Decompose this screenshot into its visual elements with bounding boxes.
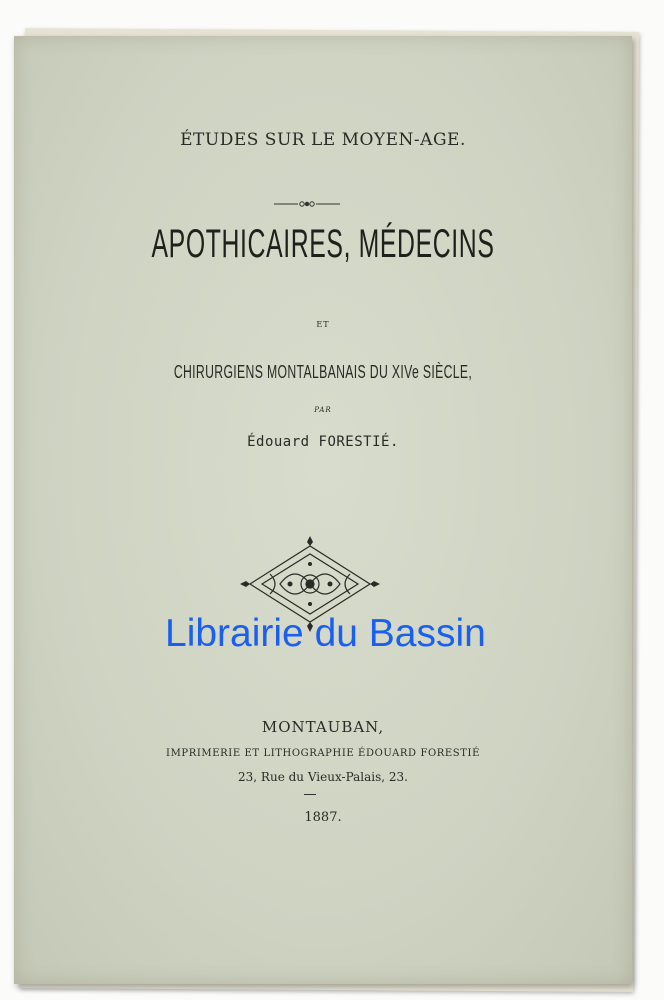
main-title: APOTHICAIRES, MÉDECINS [151,222,495,266]
divider [304,794,316,795]
author-name: Édouard FORESTIÉ. [247,434,399,450]
fleuron-rule-icon [272,198,342,210]
series-title: ÉTUDES SUR LE MOYEN-AGE. [180,130,466,150]
publication-year: 1887. [304,810,342,825]
printer-address: 23, Rue du Vieux-Palais, 23. [238,770,408,784]
watermark-text: Librairie du Bassin [165,612,486,655]
publication-city: MONTAUBAN, [261,718,385,736]
conjunction: ET [316,320,330,329]
book-cover [14,36,632,984]
subtitle: CHIRURGIENS MONTALBANAIS DU XIVe SIÈCLE, [173,362,473,382]
by-line: PAR [314,406,332,414]
printer-name: IMPRIMERIE ET LITHOGRAPHIE ÉDOUARD FORESTIÉ [166,748,480,759]
